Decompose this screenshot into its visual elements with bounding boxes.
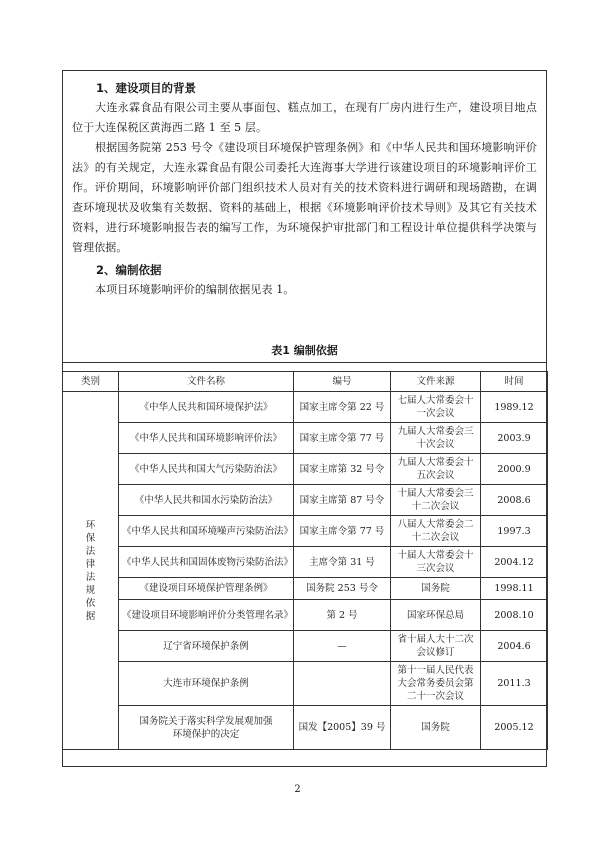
- section2-paragraph: 本项目环境影响评价的编制依据见表 1。: [95, 283, 295, 296]
- cell-name: 《中华人民共和国固体废物污染防治法》: [119, 547, 294, 578]
- cell-source: 九届人大常委会十五次会议: [391, 454, 481, 485]
- table-row: [63, 485, 548, 516]
- cell-name: 《中华人民共和国大气污染防治法》: [119, 454, 294, 485]
- basis-table: [62, 371, 548, 750]
- table-row: [63, 631, 548, 662]
- cell-date: 2005.12: [481, 706, 548, 750]
- cell-source: 七届人大常委会十一次会议: [391, 392, 481, 423]
- cell-name: 《中华人民共和国环境影响评价法》: [119, 423, 294, 454]
- header-source: 文件来源: [391, 372, 481, 392]
- cell-source: 八届人大常委会二十二次会议: [391, 516, 481, 547]
- header-date: 时间: [481, 372, 548, 392]
- table-row: [63, 423, 548, 454]
- cell-number: 国家主席令第 22 号: [294, 392, 391, 423]
- header-category: 类别: [63, 372, 119, 392]
- cell-date: 2004.6: [481, 631, 548, 662]
- table-title: 表1 编制依据: [271, 344, 338, 357]
- section1-paragraph-1: 大连永霖食品有限公司主要从事面包、糕点加工，在现有厂房内进行生产，建设项目地点位于大连保税区黄海西二路 1 至 5 层。: [72, 101, 537, 134]
- cell-date: 2004.12: [481, 547, 548, 578]
- table-row: [63, 454, 548, 485]
- cell-number: 国家主席第 32 号令: [294, 454, 391, 485]
- section1-paragraph-2: 根据国务院第 253 号令《建设项目环境保护管理条例》和《中华人民共和国环境影响评价法》的有关规定，大连永霖食品有限公司委托大连海事大学进行该建设项目的环境影响评价工作。评价期间，环境影响评价部门组织技术人员对有关的技术资料进行调研和现场踏勘，在调查环境现状及收集有关数据、资料的基础上，根据《环境影响评价技术导则》及其它有关技术资料，进行环境影响报告表的编写工作，为环境保护审批部门和工程设计单位提供科学决策与管理依据。: [72, 141, 537, 254]
- header-document-name: 文件名称: [119, 372, 294, 392]
- cell-date: 2008.6: [481, 485, 548, 516]
- cell-number: 国家主席令第 77 号: [294, 516, 391, 547]
- cell-date: 2008.10: [481, 600, 548, 631]
- table-row: [63, 547, 548, 578]
- section2-heading: 2、编制依据: [96, 263, 162, 277]
- table-row: [63, 516, 548, 547]
- table-row: [63, 706, 548, 750]
- cell-source: 国务院: [391, 578, 481, 600]
- cell-number: 国家主席第 87 号令: [294, 485, 391, 516]
- cell-number: 主席令第 31 号: [294, 547, 391, 578]
- header-number: 编号: [294, 372, 391, 392]
- cell-source: 国家环保总局: [391, 600, 481, 631]
- cell-name: 《中华人民共和国环境噪声污染防治法》: [119, 516, 294, 547]
- cell-name: 《建设项目环境影响评价分类管理名录》: [119, 600, 294, 631]
- cell-number: 国务院 253 号令: [294, 578, 391, 600]
- cell-name: 《建设项目环境保护管理条例》: [119, 578, 294, 600]
- body-text: [62, 70, 547, 300]
- cell-date: 1997.3: [481, 516, 548, 547]
- table-row: [63, 600, 548, 631]
- cell-source: 九届人大常委会三十次会议: [391, 423, 481, 454]
- cell-number: 国家主席令第 77 号: [294, 423, 391, 454]
- table-header-row: [63, 372, 548, 392]
- cell-number: [294, 662, 391, 706]
- cell-source: 十届人大常委会十三次会议: [391, 547, 481, 578]
- cell-source: 国务院: [391, 706, 481, 750]
- table-row: [63, 662, 548, 706]
- cell-name: 大连市环境保护条例: [119, 662, 294, 706]
- cell-date: 2011.3: [481, 662, 548, 706]
- section1-heading: 1、建设项目的背景: [96, 81, 197, 95]
- page-number: 2: [294, 784, 301, 795]
- cell-number: 国发【2005】39 号: [294, 706, 391, 750]
- cell-date: 2003.9: [481, 423, 548, 454]
- cell-source: 十届人大常委会三十二次会议: [391, 485, 481, 516]
- cell-name: 《中华人民共和国水污染防治法》: [119, 485, 294, 516]
- cell-name: 辽宁省环境保护条例: [119, 631, 294, 662]
- cell-date: 2000.9: [481, 454, 548, 485]
- cell-source: 第十一届人民代表大会常务委员会第二十一次会议: [391, 662, 481, 706]
- cell-number: 第 2 号: [294, 600, 391, 631]
- cell-name: 《中华人民共和国环境保护法》: [119, 392, 294, 423]
- cell-date: 1989.12: [481, 392, 548, 423]
- cell-date: 1998.11: [481, 578, 548, 600]
- table-row: [63, 578, 548, 600]
- cell-name: 国务院关于落实科学发展观加强环境保护的决定: [119, 706, 294, 750]
- divider-line: [62, 362, 547, 363]
- cell-source: 省十届人大十二次会议修订: [391, 631, 481, 662]
- category-cell: 环 保 法 律 法 规 依 据: [63, 392, 119, 750]
- cell-number: —: [294, 631, 391, 662]
- table-row: [63, 392, 548, 423]
